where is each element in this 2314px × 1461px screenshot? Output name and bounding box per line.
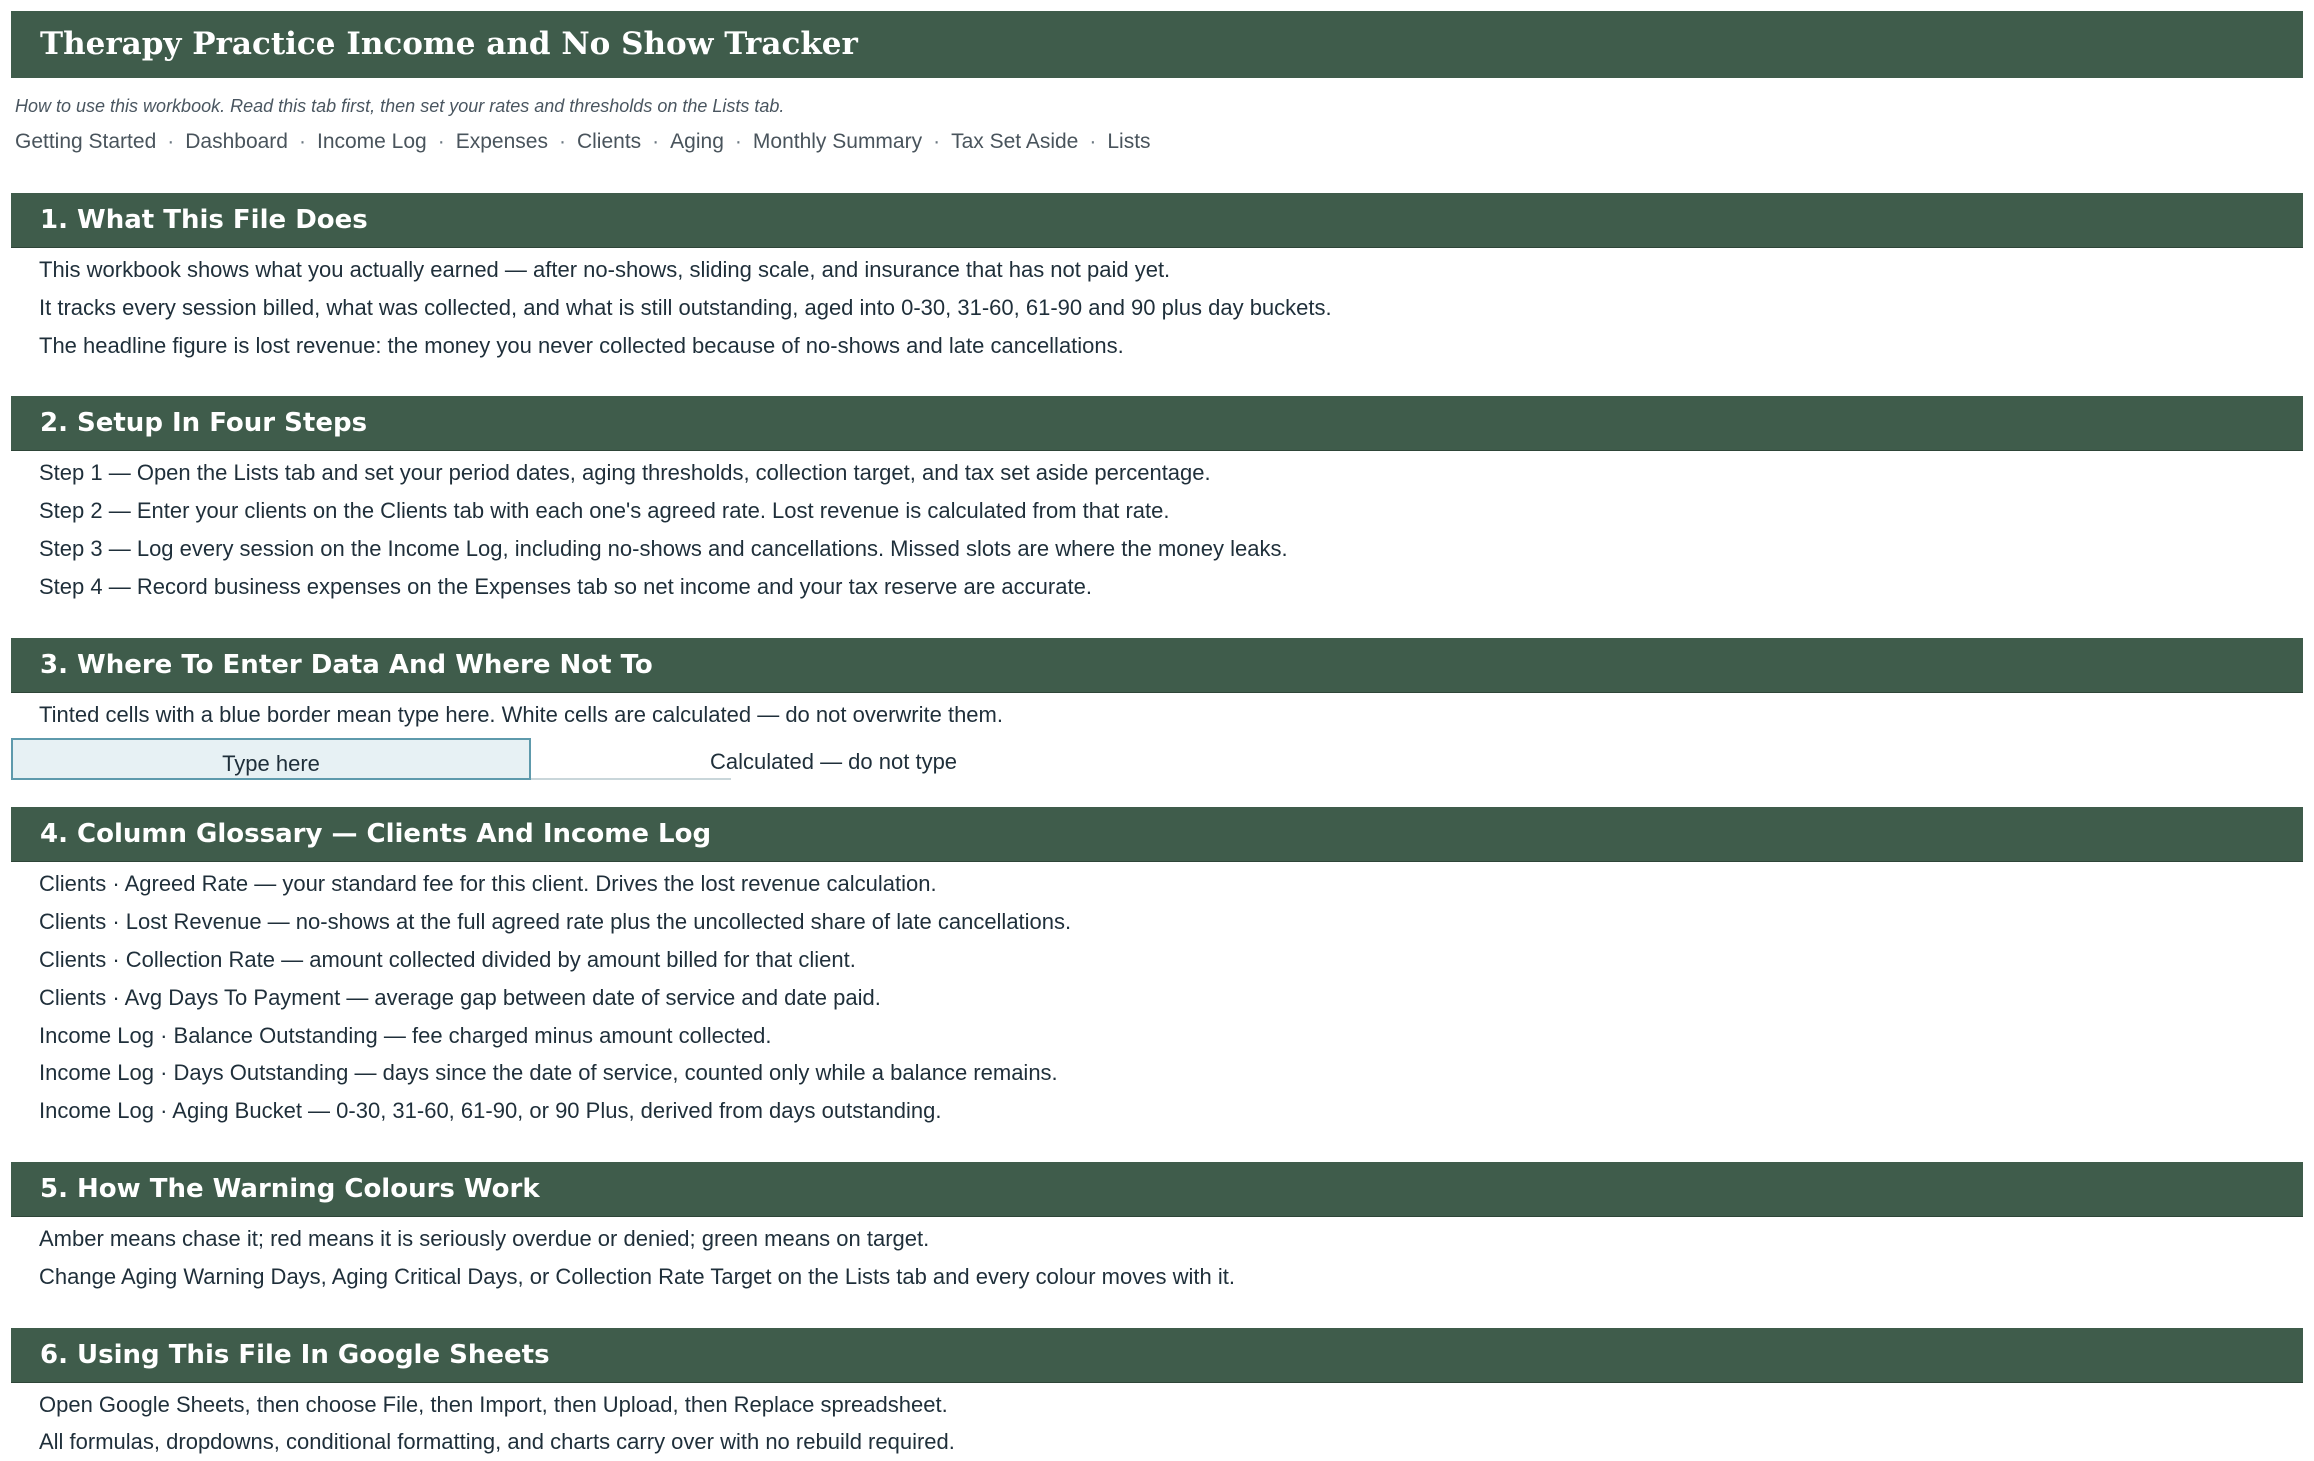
section-line: It tracks every session billed, what was collected, and what is still outstanding, aged into 0-30, 31-60, 61-90 and 90 plus day buckets. <box>39 294 1332 320</box>
section-google-sheets <box>11 1328 2303 1461</box>
section-line: Income Log · Days Outstanding — days since the date of service, counted only while a balance remains. <box>39 1060 1058 1086</box>
section-line: Change Aging Warning Days, Aging Critical Days, or Collection Rate Target on the Lists tab and every colour moves with it. <box>39 1263 1235 1289</box>
nav-separator: · <box>1089 130 1097 153</box>
section-what-this-file-does <box>11 193 2303 364</box>
section-line: Step 1 — Open the Lists tab and set your period dates, aging thresholds, collection target, and tax set aside percentage. <box>39 460 1211 486</box>
calculated-cell-label: Calculated — do not type <box>710 749 958 775</box>
section-heading: 4. Column Glossary — Clients And Income Log <box>11 807 2303 862</box>
workbook-title: Therapy Practice Income and No Show Tracker <box>11 11 2303 78</box>
section-line: All formulas, dropdowns, conditional formatting, and charts carry over with no rebuild required. <box>39 1429 955 1455</box>
usage-subtitle: How to use this workbook. Read this tab first, then set your rates and thresholds on the Lists tab. <box>15 96 785 116</box>
nav-separator: · <box>298 130 306 153</box>
section-line: Clients · Avg Days To Payment — average gap between date of service and date paid. <box>39 984 881 1010</box>
section-line: Clients · Lost Revenue — no-shows at the full agreed rate plus the uncollected share of late cancellations. <box>39 909 1072 935</box>
nav-separator: · <box>652 130 660 153</box>
nav-link-clients[interactable]: Clients <box>576 130 642 153</box>
getting-started-sheet <box>11 11 2303 1461</box>
nav-link-lists[interactable]: Lists <box>1107 130 1151 153</box>
section-heading: 5. How The Warning Colours Work <box>11 1162 2303 1217</box>
section-line: Clients · Agreed Rate — your standard fee for this client. Drives the lost revenue calculation. <box>39 871 937 897</box>
section-line: Tinted cells with a blue border mean type here. White cells are calculated — do not overwrite them. <box>39 701 1003 727</box>
section-line: Clients · Collection Rate — amount collected divided by amount billed for that client. <box>39 946 856 972</box>
section-where-to-enter-data <box>11 638 2303 786</box>
nav-separator: · <box>933 130 941 153</box>
nav-link-tax-set-aside[interactable]: Tax Set Aside <box>951 130 1079 153</box>
section-line: Income Log · Balance Outstanding — fee charged minus amount collected. <box>39 1022 772 1048</box>
nav-link-monthly-summary[interactable]: Monthly Summary <box>752 130 923 153</box>
section-heading: 2. Setup In Four Steps <box>11 396 2303 451</box>
section-line: Amber means chase it; red means it is seriously overdue or denied; green means on target. <box>39 1225 930 1251</box>
section-line: Step 4 — Record business expenses on the Expenses tab so net income and your tax reserve are accurate. <box>39 573 1092 599</box>
nav-separator: · <box>558 130 566 153</box>
section-line: Step 2 — Enter your clients on the Clients tab with each one's agreed rate. Lost revenue is calculated from that rate. <box>39 498 1170 524</box>
tab-navigation <box>11 126 2303 158</box>
section-column-glossary <box>11 807 2303 1130</box>
nav-separator: · <box>167 130 175 153</box>
calculated-cell-example <box>531 738 731 780</box>
section-setup-steps <box>11 396 2303 605</box>
nav-link-aging[interactable]: Aging <box>670 130 724 153</box>
section-line: Open Google Sheets, then choose File, then Import, then Upload, then Replace spreadsheet. <box>39 1391 948 1417</box>
nav-link-getting-started[interactable]: Getting Started <box>15 130 157 153</box>
nav-link-income-log[interactable]: Income Log <box>316 130 427 153</box>
nav-separator: · <box>734 130 742 153</box>
nav-link-expenses[interactable]: Expenses <box>455 130 548 153</box>
section-heading: 3. Where To Enter Data And Where Not To <box>11 638 2303 693</box>
section-line: The headline figure is lost revenue: the money you never collected because of no-shows and late cancellations. <box>39 332 1124 358</box>
section-heading: 1. What This File Does <box>11 193 2303 248</box>
section-line: Income Log · Aging Bucket — 0-30, 31-60, 61-90, or 90 Plus, derived from days outstanding. <box>39 1098 942 1124</box>
nav-link-dashboard[interactable]: Dashboard <box>185 130 288 153</box>
section-line: Step 3 — Log every session on the Income Log, including no-shows and cancellations. Missed slots are where the money leaks. <box>39 535 1288 561</box>
section-heading: 6. Using This File In Google Sheets <box>11 1328 2303 1383</box>
nav-separator: · <box>437 130 445 153</box>
section-line: This workbook shows what you actually earned — after no-shows, sliding scale, and insurance that has not paid yet. <box>39 257 1171 282</box>
cell-legend <box>39 733 2303 785</box>
section-warning-colours <box>11 1162 2303 1296</box>
input-cell-example[interactable]: Type here <box>11 738 531 780</box>
